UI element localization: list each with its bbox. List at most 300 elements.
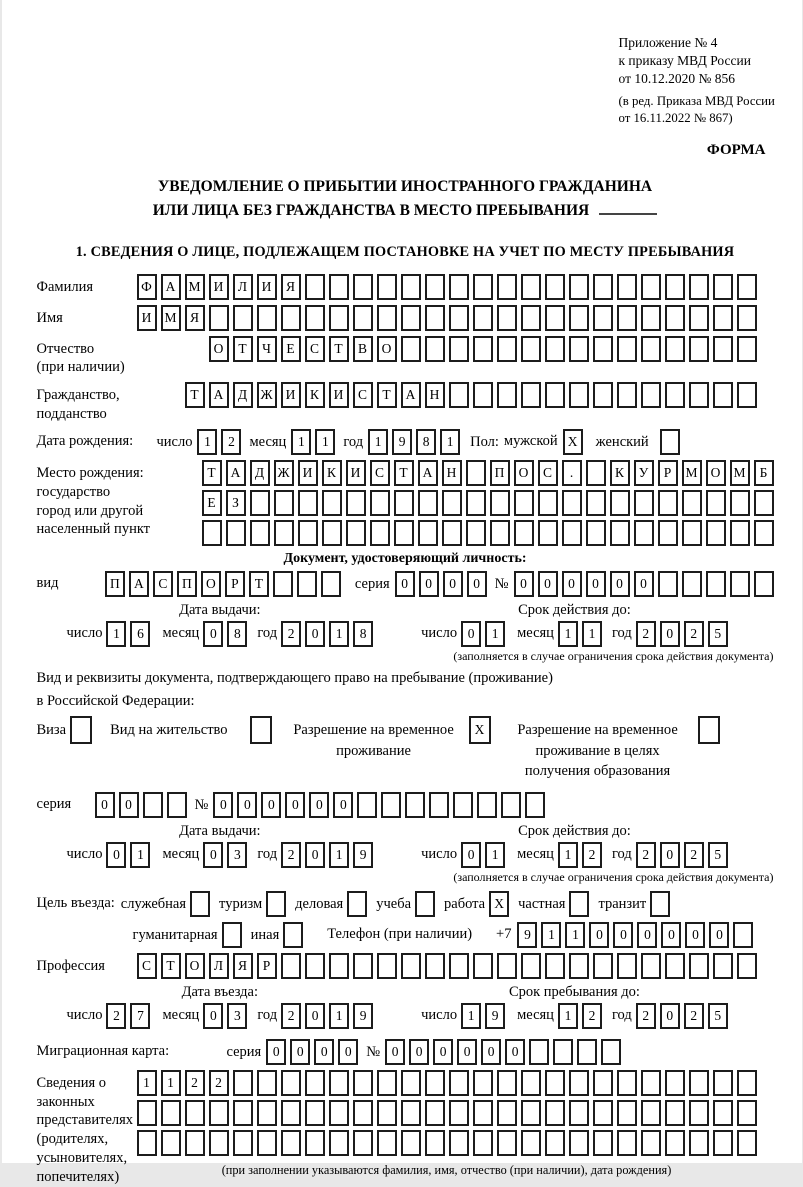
- issue-month-cells: [203, 621, 247, 647]
- day-label: число: [67, 846, 103, 863]
- month-label: месяц: [162, 846, 199, 863]
- forma-label: ФОРМА: [37, 142, 774, 159]
- char-cell: [501, 792, 521, 818]
- valid-year-cells: [636, 621, 728, 647]
- surname-label: Фамилия: [37, 274, 137, 297]
- char-cell: 8: [353, 621, 373, 647]
- residence-doc-dates: [37, 823, 774, 885]
- identity-doc-title: Документ, удостоверяющий личность:: [37, 551, 774, 567]
- char-cell: [233, 1100, 253, 1126]
- representatives-row2: [137, 1100, 757, 1126]
- char-cell: 1: [558, 1003, 578, 1029]
- char-cell: А: [401, 382, 421, 408]
- residence-doc-intro2: в Российской Федерации:: [37, 693, 774, 710]
- char-cell: Т: [161, 953, 181, 979]
- number-label: №: [495, 571, 509, 597]
- char-cell: [137, 1130, 157, 1156]
- purpose-label: Цель въезда:: [37, 895, 115, 912]
- male-label: мужской: [504, 433, 558, 450]
- char-cell: [281, 1070, 301, 1096]
- issue-date-title: Дата выдачи:: [67, 602, 374, 619]
- char-cell: 5: [708, 621, 728, 647]
- char-cell: И: [346, 460, 366, 486]
- char-cell: [521, 274, 541, 300]
- char-cell: 0: [467, 571, 487, 597]
- char-cell: [377, 1070, 397, 1096]
- birth-date-row: [37, 429, 774, 455]
- purpose-humanitarian: гуманитарная: [133, 922, 218, 948]
- surname-cells: [137, 274, 757, 300]
- char-cell: [266, 891, 286, 917]
- phone-label: Телефон (при наличии): [327, 926, 472, 943]
- char-cell: [329, 953, 349, 979]
- char-cell: [381, 792, 401, 818]
- char-cell: 0: [433, 1039, 453, 1065]
- char-cell: [617, 1130, 637, 1156]
- char-cell: [370, 490, 390, 516]
- char-cell: [281, 953, 301, 979]
- char-cell: [521, 336, 541, 362]
- char-cell: [497, 382, 517, 408]
- char-cell: [250, 716, 272, 744]
- char-cell: С: [305, 336, 325, 362]
- char-cell: [634, 490, 654, 516]
- char-cell: [617, 305, 637, 331]
- birth-place-label: Место рождения: государство город или другой населенный пункт: [37, 460, 202, 539]
- char-cell: [665, 382, 685, 408]
- series-label: серия: [355, 571, 390, 597]
- appendix-line-3: от 10.12.2020 № 856: [619, 70, 803, 88]
- char-cell: 0: [290, 1039, 310, 1065]
- res-issue-month-cells: [203, 842, 247, 868]
- char-cell: [250, 520, 270, 546]
- char-cell: А: [129, 571, 149, 597]
- char-cell: [569, 1100, 589, 1126]
- char-cell: [401, 1100, 421, 1126]
- char-cell: А: [161, 274, 181, 300]
- char-cell: [713, 953, 733, 979]
- char-cell: [641, 1130, 661, 1156]
- series-label: серия: [227, 1039, 262, 1065]
- char-cell: 1: [197, 429, 217, 455]
- valid-day-cells: [461, 621, 505, 647]
- migration-card-row: [37, 1039, 774, 1065]
- char-cell: [473, 274, 493, 300]
- res-issue-year-cells: [281, 842, 373, 868]
- char-cell: [473, 305, 493, 331]
- series-label: серия: [37, 796, 95, 813]
- birth-place-row3: [202, 520, 774, 546]
- char-cell: [569, 891, 589, 917]
- birth-place-row: [37, 460, 774, 546]
- representatives-row1: [137, 1070, 757, 1096]
- char-cell: М: [185, 274, 205, 300]
- char-cell: [322, 520, 342, 546]
- purpose-row-2: [37, 922, 774, 948]
- char-cell: [545, 274, 565, 300]
- char-cell: 9: [353, 1003, 373, 1029]
- char-cell: [545, 305, 565, 331]
- residence-permit-label: Вид на жительство: [110, 716, 227, 741]
- residence-options-row: [37, 716, 774, 782]
- char-cell: [665, 336, 685, 362]
- entry-day-cells: [106, 1003, 150, 1029]
- char-cell: [658, 520, 678, 546]
- char-cell: Т: [394, 460, 414, 486]
- appendix-line-2: к приказу МВД России: [619, 52, 803, 70]
- char-cell: [449, 953, 469, 979]
- char-cell: [466, 520, 486, 546]
- char-cell: [730, 571, 750, 597]
- char-cell: 0: [505, 1039, 525, 1065]
- char-cell: С: [538, 460, 558, 486]
- char-cell: 1: [329, 621, 349, 647]
- char-cell: Б: [754, 460, 774, 486]
- month-label: месяц: [517, 1007, 554, 1024]
- char-cell: [209, 1100, 229, 1126]
- char-cell: П: [177, 571, 197, 597]
- char-cell: [281, 305, 301, 331]
- char-cell: [665, 1130, 685, 1156]
- char-cell: [473, 1070, 493, 1096]
- char-cell: [449, 1070, 469, 1096]
- char-cell: [569, 953, 589, 979]
- char-cell: [473, 336, 493, 362]
- char-cell: С: [353, 382, 373, 408]
- char-cell: [497, 953, 517, 979]
- representatives-cells: [137, 1070, 757, 1178]
- purpose-business-checkbox: [347, 891, 367, 917]
- doc-type-cells: [105, 571, 341, 597]
- char-cell: [737, 336, 757, 362]
- char-cell: [660, 429, 680, 455]
- char-cell: 0: [203, 1003, 223, 1029]
- char-cell: [305, 1070, 325, 1096]
- char-cell: [449, 336, 469, 362]
- char-cell: [601, 1039, 621, 1065]
- res-valid-month-cells: [558, 842, 602, 868]
- purpose-work-checkbox: [489, 891, 509, 917]
- char-cell: [545, 1100, 565, 1126]
- form-title-line1: УВЕДОМЛЕНИЕ О ПРИБЫТИИ ИНОСТРАННОГО ГРАЖДАНИНА: [37, 175, 774, 199]
- entry-year-cells: [281, 1003, 373, 1029]
- representatives-label: Сведения о законных представителях (родителях, усыновителях, попечителях): [37, 1070, 137, 1187]
- month-label: месяц: [162, 625, 199, 642]
- char-cell: [274, 520, 294, 546]
- residence-doc-intro1: Вид и реквизиты документа, подтверждающего право на пребывание (проживание): [37, 670, 774, 687]
- char-cell: 2: [636, 1003, 656, 1029]
- char-cell: 0: [457, 1039, 477, 1065]
- entry-stay-dates: [37, 984, 774, 1031]
- char-cell: [617, 1070, 637, 1096]
- char-cell: [650, 891, 670, 917]
- char-cell: 9: [485, 1003, 505, 1029]
- migration-series-cells: [266, 1039, 358, 1065]
- char-cell: [353, 1130, 373, 1156]
- representatives-row: [37, 1070, 774, 1187]
- stay-until-title: Срок пребывания до:: [421, 984, 728, 1001]
- char-cell: [418, 490, 438, 516]
- name-cells: [137, 305, 757, 331]
- char-cell: [689, 336, 709, 362]
- char-cell: [593, 1100, 613, 1126]
- char-cell: 1: [329, 1003, 349, 1029]
- char-cell: [401, 274, 421, 300]
- char-cell: [401, 1070, 421, 1096]
- char-cell: [321, 571, 341, 597]
- char-cell: 0: [613, 922, 633, 948]
- char-cell: [593, 274, 613, 300]
- char-cell: [329, 305, 349, 331]
- char-cell: [429, 792, 449, 818]
- char-cell: 0: [213, 792, 233, 818]
- char-cell: [593, 382, 613, 408]
- char-cell: [477, 792, 497, 818]
- char-cell: [401, 1130, 421, 1156]
- char-cell: [538, 490, 558, 516]
- char-cell: 1: [106, 621, 126, 647]
- char-cell: М: [161, 305, 181, 331]
- visit-purpose-row: [37, 891, 774, 917]
- purpose-work: работа: [444, 891, 485, 917]
- char-cell: [329, 1130, 349, 1156]
- char-cell: 0: [409, 1039, 429, 1065]
- char-cell: [405, 792, 425, 818]
- char-cell: 1: [161, 1070, 181, 1096]
- day-label: число: [421, 625, 457, 642]
- char-cell: [641, 274, 661, 300]
- temp-residence-edu-label: Разрешение на временное проживание в целях получения образования: [505, 716, 691, 782]
- char-cell: [226, 520, 246, 546]
- char-cell: О: [377, 336, 397, 362]
- char-cell: [346, 490, 366, 516]
- char-cell: 5: [708, 842, 728, 868]
- purpose-other-checkbox: [283, 922, 303, 948]
- char-cell: [257, 305, 277, 331]
- char-cell: [641, 382, 661, 408]
- valid-until-block: [421, 823, 728, 868]
- char-cell: [418, 520, 438, 546]
- char-cell: 3: [227, 1003, 247, 1029]
- char-cell: [641, 1100, 661, 1126]
- char-cell: 0: [203, 621, 223, 647]
- char-cell: X: [563, 429, 583, 455]
- char-cell: 1: [558, 621, 578, 647]
- char-cell: 2: [281, 842, 301, 868]
- char-cell: К: [305, 382, 325, 408]
- char-cell: О: [514, 460, 534, 486]
- surname-row: [37, 274, 774, 300]
- char-cell: С: [370, 460, 390, 486]
- char-cell: [737, 274, 757, 300]
- issue-date-block: [67, 602, 374, 647]
- profession-label: Профессия: [37, 953, 137, 976]
- char-cell: [497, 1070, 517, 1096]
- char-cell: 0: [660, 621, 680, 647]
- char-cell: [143, 792, 163, 818]
- char-cell: [689, 274, 709, 300]
- char-cell: 9: [517, 922, 537, 948]
- char-cell: [473, 382, 493, 408]
- char-cell: [521, 305, 541, 331]
- char-cell: 9: [353, 842, 373, 868]
- char-cell: [617, 382, 637, 408]
- doc-number-cells: [514, 571, 774, 597]
- char-cell: К: [610, 460, 630, 486]
- char-cell: [353, 274, 373, 300]
- char-cell: [273, 571, 293, 597]
- char-cell: [394, 520, 414, 546]
- char-cell: Т: [185, 382, 205, 408]
- valid-until-title: Срок действия до:: [421, 823, 728, 840]
- char-cell: 2: [636, 842, 656, 868]
- char-cell: [281, 1130, 301, 1156]
- char-cell: [529, 1039, 549, 1065]
- char-cell: [401, 305, 421, 331]
- birth-date-label: Дата рождения:: [37, 433, 149, 450]
- female-label: женский: [596, 429, 649, 455]
- char-cell: 0: [95, 792, 115, 818]
- char-cell: 0: [237, 792, 257, 818]
- char-cell: С: [153, 571, 173, 597]
- char-cell: 1: [582, 621, 602, 647]
- migration-card-label: Миграционная карта:: [37, 1043, 199, 1060]
- phone-cells: [517, 922, 753, 948]
- char-cell: А: [418, 460, 438, 486]
- char-cell: [706, 490, 726, 516]
- char-cell: [737, 953, 757, 979]
- char-cell: У: [634, 460, 654, 486]
- char-cell: [713, 1070, 733, 1096]
- char-cell: Л: [233, 274, 253, 300]
- stay-until-block: [421, 984, 728, 1029]
- char-cell: [497, 1100, 517, 1126]
- char-cell: 0: [119, 792, 139, 818]
- char-cell: Р: [257, 953, 277, 979]
- month-label: месяц: [249, 429, 286, 455]
- char-cell: [521, 1070, 541, 1096]
- char-cell: [525, 792, 545, 818]
- char-cell: [713, 336, 733, 362]
- char-cell: [641, 1070, 661, 1096]
- char-cell: [425, 953, 445, 979]
- char-cell: [593, 336, 613, 362]
- char-cell: [233, 1130, 253, 1156]
- char-cell: 8: [416, 429, 436, 455]
- char-cell: М: [682, 460, 702, 486]
- char-cell: Т: [377, 382, 397, 408]
- male-checkbox: [563, 429, 583, 455]
- char-cell: [617, 336, 637, 362]
- char-cell: [497, 274, 517, 300]
- char-cell: 0: [395, 571, 415, 597]
- char-cell: [593, 1070, 613, 1096]
- char-cell: [545, 336, 565, 362]
- char-cell: [665, 1070, 685, 1096]
- char-cell: Ч: [257, 336, 277, 362]
- char-cell: [442, 490, 462, 516]
- char-cell: [521, 1100, 541, 1126]
- purpose-official: служебная: [121, 891, 186, 917]
- name-label: Имя: [37, 305, 137, 328]
- char-cell: 0: [338, 1039, 358, 1065]
- month-label: месяц: [162, 1007, 199, 1024]
- appendix-header: [619, 34, 803, 128]
- char-cell: [754, 571, 774, 597]
- char-cell: [665, 274, 685, 300]
- char-cell: И: [209, 274, 229, 300]
- char-cell: [377, 953, 397, 979]
- char-cell: [322, 490, 342, 516]
- valid-month-cells: [558, 621, 602, 647]
- char-cell: [442, 520, 462, 546]
- year-label: год: [612, 625, 632, 642]
- patronymic-row: [37, 336, 774, 378]
- purpose-tourism-checkbox: [266, 891, 286, 917]
- char-cell: О: [185, 953, 205, 979]
- month-label: месяц: [517, 846, 554, 863]
- char-cell: [377, 305, 397, 331]
- char-cell: [305, 953, 325, 979]
- char-cell: 0: [285, 792, 305, 818]
- char-cell: Т: [202, 460, 222, 486]
- char-cell: [185, 1100, 205, 1126]
- char-cell: [689, 305, 709, 331]
- char-cell: [514, 520, 534, 546]
- char-cell: [415, 891, 435, 917]
- char-cell: Н: [442, 460, 462, 486]
- char-cell: Ф: [137, 274, 157, 300]
- char-cell: К: [322, 460, 342, 486]
- char-cell: З: [226, 490, 246, 516]
- char-cell: [425, 1070, 445, 1096]
- char-cell: [689, 1130, 709, 1156]
- char-cell: Д: [233, 382, 253, 408]
- doc-series-cells: [395, 571, 487, 597]
- amendment-line-1: (в ред. Приказа МВД России: [619, 93, 803, 110]
- char-cell: В: [353, 336, 373, 362]
- identity-doc-dates: [37, 602, 774, 664]
- char-cell: 3: [227, 842, 247, 868]
- char-cell: [641, 305, 661, 331]
- char-cell: 1: [541, 922, 561, 948]
- char-cell: [737, 1130, 757, 1156]
- year-label: год: [612, 1007, 632, 1024]
- day-label: число: [67, 1007, 103, 1024]
- issue-day-cells: [106, 621, 150, 647]
- char-cell: [209, 305, 229, 331]
- char-cell: [569, 1070, 589, 1096]
- char-cell: 1: [291, 429, 311, 455]
- char-cell: [473, 1130, 493, 1156]
- char-cell: [377, 1100, 397, 1126]
- citizenship-row: [37, 382, 774, 424]
- number-label: №: [195, 792, 209, 818]
- char-cell: [497, 1130, 517, 1156]
- visa-label: Виза: [37, 716, 67, 741]
- char-cell: Д: [250, 460, 270, 486]
- char-cell: [377, 1130, 397, 1156]
- char-cell: 1: [368, 429, 388, 455]
- char-cell: 0: [637, 922, 657, 948]
- char-cell: [577, 1039, 597, 1065]
- stay-day-cells: [461, 1003, 505, 1029]
- char-cell: [449, 274, 469, 300]
- char-cell: [713, 305, 733, 331]
- char-cell: [713, 274, 733, 300]
- char-cell: [257, 1070, 277, 1096]
- char-cell: [425, 1130, 445, 1156]
